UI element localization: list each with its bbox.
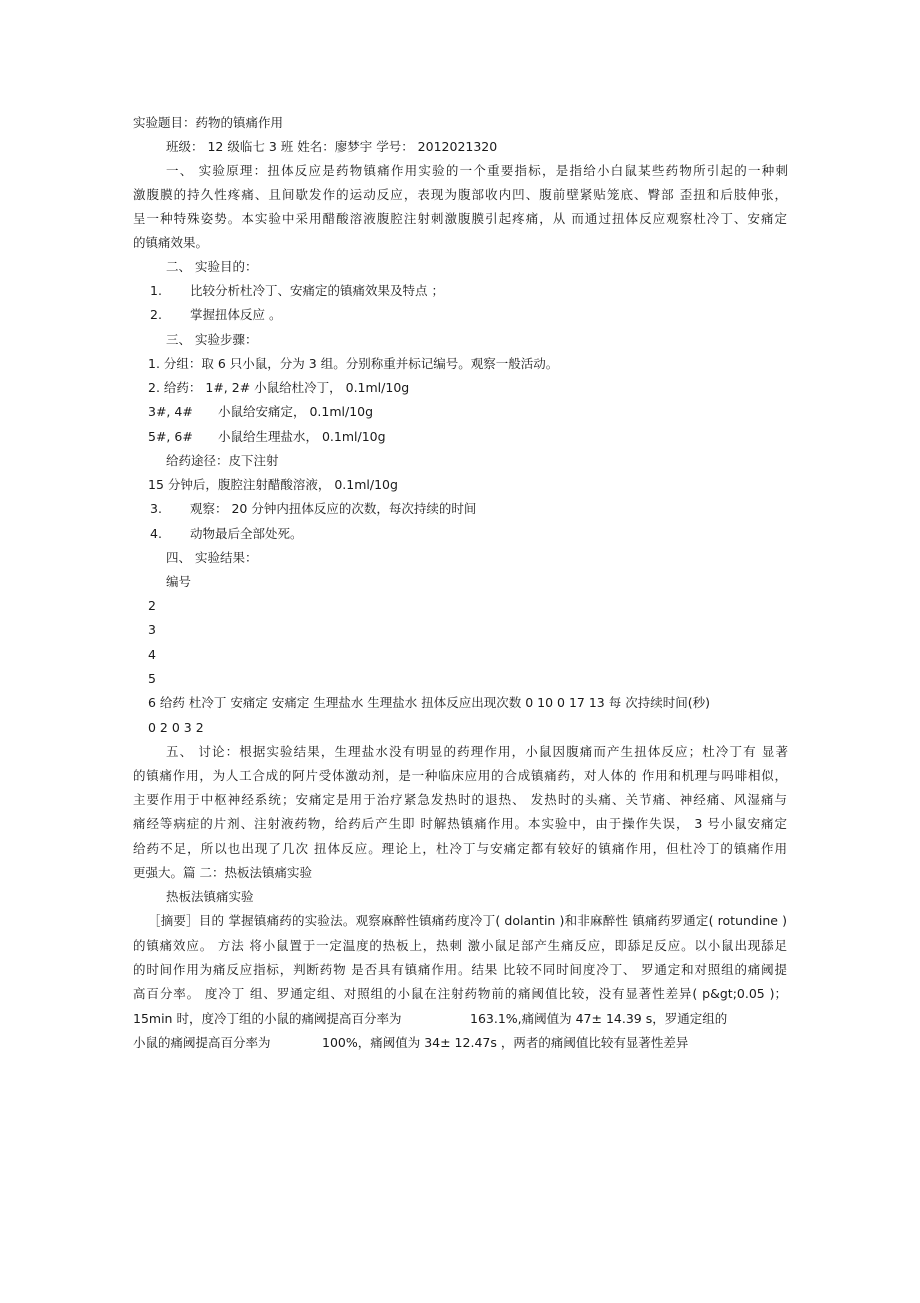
discussion-line: 给药不足，所以也出现了几次 扭体反应。理论上，杜冷丁与安痛定都有较好的镇痛作用，但杜冷丁的镇痛作用 [133,841,787,856]
hotplate-title: 热板法镇痛实验 [166,889,254,904]
abstract-line: 的镇痛效应。 方法 将小鼠置于一定温度的热板上，热刺 激小鼠足部产生痛反应，即舔足反应。以小鼠出现舔足 [133,938,787,953]
step-line: 15 分钟后，腹腔注射醋酸溶液， 0.1ml/10g [148,477,398,492]
results-line: 6 给药 杜冷丁 安痛定 安痛定 生理盐水 生理盐水 扭体反应出现次数 0 10 0 17 13 每 次持续时间(秒) [148,695,710,710]
abstract-line: 15min 时，度冷丁组的小鼠的痛阈提高百分率为 [133,1011,402,1026]
class-info: 班级： 12 级临七 3 班 姓名：廖梦宇 学号： 2012021320 [166,139,498,154]
purpose-item: 掌握扭体反应 。 [190,307,282,322]
step-group-label: 5#, 6# [148,429,193,444]
step-line: 给药途径：皮下注射 [166,453,279,468]
discussion-line: 的镇痛作用，为人工合成的阿片受体激动剂，是一种临床应用的合成镇痛药，对人体的 作用和机理与吗啡相似， [133,768,787,783]
results-line: 0 2 0 3 2 [148,720,204,735]
discussion-line: 痛经等病症的片剂、注射液药物，给药后产生即 时解热镇痛作用。本实验中，由于操作失误， 3 号小鼠安痛定 [133,816,787,831]
step-group-label: 3#, 4# [148,404,193,419]
step-line: 2. 给药： 1#, 2# 小鼠给杜冷丁， 0.1ml/10g [148,380,410,395]
step-line: 观察： 20 分钟内扭体反应的次数，每次持续的时间 [190,501,477,516]
experiment-title: 实验题目：药物的镇痛作用 [133,115,284,130]
results-label: 编号 [166,574,192,589]
step-line: 小鼠给生理盐水， 0.1ml/10g [218,429,386,444]
purpose-item: 比较分析杜冷丁、安痛定的镇痛效果及特点 ； [190,283,444,298]
step-line: 1. 分组：取 6 只小鼠，分为 3 组。分别称重并标记编号。观察一般活动。 [148,356,559,371]
principle-line: 呈一种特殊姿势。本实验中采用醋酸溶液腹腔注射刺激腹膜引起疼痛，从 而通过扭体反应观察杜冷丁、安痛定 [133,211,787,226]
principle-line: 的镇痛效果。 [133,235,209,250]
results-row: 4 [148,647,156,662]
list-number: 4. [150,526,162,541]
principle-heading: 一、 实验原理：扭体反应是药物镇痛作用实验的一个重要指标，是指给小白鼠某些药物所引起的一种刺 [166,163,788,178]
abstract-line: 小鼠的痛阈提高百分率为 [133,1035,271,1050]
results-row: 3 [148,622,156,637]
list-number: 2. [150,307,162,322]
purpose-heading: 二、 实验目的： [166,259,258,274]
principle-line: 激腹膜的持久性疼痛、且间歇发作的运动反应，表现为腹部收内凹、腹前壁紧贴笼底、臀部 歪扭和后肢伸张， [133,187,787,202]
abstract-line: ［摘要］目的 掌握镇痛药的实验法。观察麻醉性镇痛药度冷丁( dolantin )和非麻醉性 镇痛药罗通定( rotundine ) [148,913,787,928]
results-heading: 四、 实验结果： [166,550,258,565]
abstract-line: 100%，痛阈值为 34± 12.47s ，两者的痛阈值比较有显著性差异 [322,1035,689,1050]
discussion-line: 主要作用于中枢神经系统；安痛定是用于治疗紧急发热时的退热、 发热时的头痛、关节痛、神经痛、风湿痛与 [133,792,787,807]
step-line: 小鼠给安痛定， 0.1ml/10g [218,404,374,419]
steps-heading: 三、 实验步骤： [166,332,258,347]
discussion-line: 更强大。篇 二：热板法镇痛实验 [133,865,312,880]
list-number: 1. [150,283,162,298]
results-row: 2 [148,598,156,613]
results-row: 5 [148,671,156,686]
abstract-line: 163.1%,痛阈值为 47± 14.39 s，罗通定组的 [470,1011,728,1026]
abstract-line: 高百分率。 度冷丁 组、罗通定组、对照组的小鼠在注射药物前的痛阈值比较，没有显著性差异( p&gt;0.05 )； [133,986,787,1001]
step-line: 动物最后全部处死。 [190,526,303,541]
list-number: 3. [150,501,162,516]
abstract-line: 的时间作用为痛反应指标，判断药物 是否具有镇痛作用。结果 比较不同时间度冷丁、 罗通定和对照组的痛阈提 [133,962,787,977]
discussion-heading: 五、 讨论：根据实验结果，生理盐水没有明显的药理作用，小鼠因腹痛而产生扭体反应；杜冷丁有 显著 [166,744,788,759]
